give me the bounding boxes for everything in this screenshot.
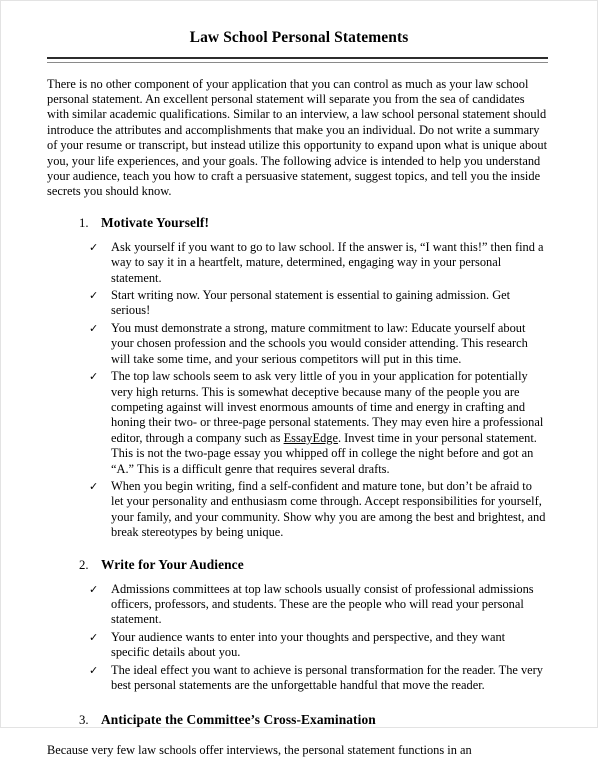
section-2-number: 2. xyxy=(79,557,89,572)
list-item xyxy=(47,321,548,367)
list-item xyxy=(47,240,548,286)
check-icon: ✓ xyxy=(89,630,99,644)
list-item-text: The ideal effect you want to achieve is personal transformation for the reader. The very best personal statements are the unforgettable handful that move the reader. xyxy=(111,662,544,692)
check-icon: ✓ xyxy=(89,370,99,384)
section-list xyxy=(47,215,548,729)
list-item xyxy=(47,582,548,628)
list-item xyxy=(47,369,548,477)
closing-paragraph: Because very few law schools offer interviews, the personal statement functions in an xyxy=(47,743,472,758)
section-1-heading xyxy=(47,215,548,231)
list-item-text xyxy=(111,369,548,477)
list-item-text: When you begin writing, find a self-confident and mature tone, but don’t be afraid to let your personality and enthusiasm come through. Accept responsibilities for yourself, your family, and your community. Show why you are among the best and brightest, and break stereotypes by being unique. xyxy=(111,478,546,540)
list-item-text: Your audience wants to enter into your thoughts and perspective, and they want specific details about you. xyxy=(111,629,506,660)
check-icon: ✓ xyxy=(89,663,99,677)
section-1 xyxy=(47,215,548,541)
section-3-heading xyxy=(47,712,548,728)
section-1-number: 1. xyxy=(79,215,89,230)
section-2-heading xyxy=(47,557,548,573)
document-body xyxy=(1,77,597,759)
check-icon: ✓ xyxy=(89,289,99,303)
list-item xyxy=(47,288,548,319)
section-2-title: Write for Your Audience xyxy=(101,556,244,572)
check-icon: ✓ xyxy=(89,582,99,596)
list-item-text: Start writing now. Your personal statement is essential to gaining admission. Get serious! xyxy=(111,288,511,318)
list-item xyxy=(47,479,548,541)
section-1-title: Motivate Yourself! xyxy=(101,214,210,230)
section-2 xyxy=(47,557,548,694)
list-item-text-pre: The top law schools seem to ask very little of you in your application for potentially very high returns. This is somewhat deceptive because many of the people you are competing against will invest enormous amounts of time and energy in crafting and honing their two- or three-page personal statements. They may even hire a professional editor, through a company such as xyxy=(111,369,544,445)
title-divider xyxy=(47,57,548,63)
section-3 xyxy=(47,712,548,728)
list-item-text-post: . Invest time in your personal statement. This is not the two-page essay you whipped off in college the night before and got an “A.” This is a difficult genre that requires several drafts. xyxy=(111,430,537,476)
list-item-text: You must demonstrate a strong, mature commitment to law: Educate yourself about your chosen profession and the schools you would consider attending. This research will take some time, and your serious competitors will put in this time. xyxy=(111,320,528,366)
section-3-number: 3. xyxy=(79,713,89,728)
essayedge-link[interactable]: EssayEdge xyxy=(283,430,338,445)
page-title: Law School Personal Statements xyxy=(189,29,409,46)
check-icon: ✓ xyxy=(89,479,99,493)
list-item-text: Ask yourself if you want to go to law school. If the answer is, “I want this!” then find a way to say it in a heartfelt, mature, determined, engaging way in your personal statement. xyxy=(111,239,544,285)
section-1-items xyxy=(47,240,548,541)
section-2-items xyxy=(47,582,548,694)
section-3-title: Anticipate the Committee’s Cross-Examination xyxy=(101,712,376,728)
check-icon: ✓ xyxy=(89,321,99,335)
list-item xyxy=(47,663,548,694)
list-item-text: Admissions committees at top law schools usually consist of professional admissions officers, professors, and students. These are the people who will read your personal statement. xyxy=(111,581,534,627)
list-item xyxy=(47,630,548,661)
check-icon: ✓ xyxy=(89,240,99,254)
intro-paragraph: There is no other component of your application that you can control as much as your law school personal statement. An excellent personal statement will separate you from the sea of candidates with similar academic qualifications. Similar to an interview, a law school personal statement should introduce the attributes and accomplishments that make you an individual. Do not write a summary of your resume or transcript, but instead utilize this opportunity to expand upon what is unique about you, your life experiences, and your goals. The following advice is intended to help you understand your audience, teach you how to craft a persuasive statement, suggest topics, and tell you the inside secrets you should know. xyxy=(47,76,548,199)
